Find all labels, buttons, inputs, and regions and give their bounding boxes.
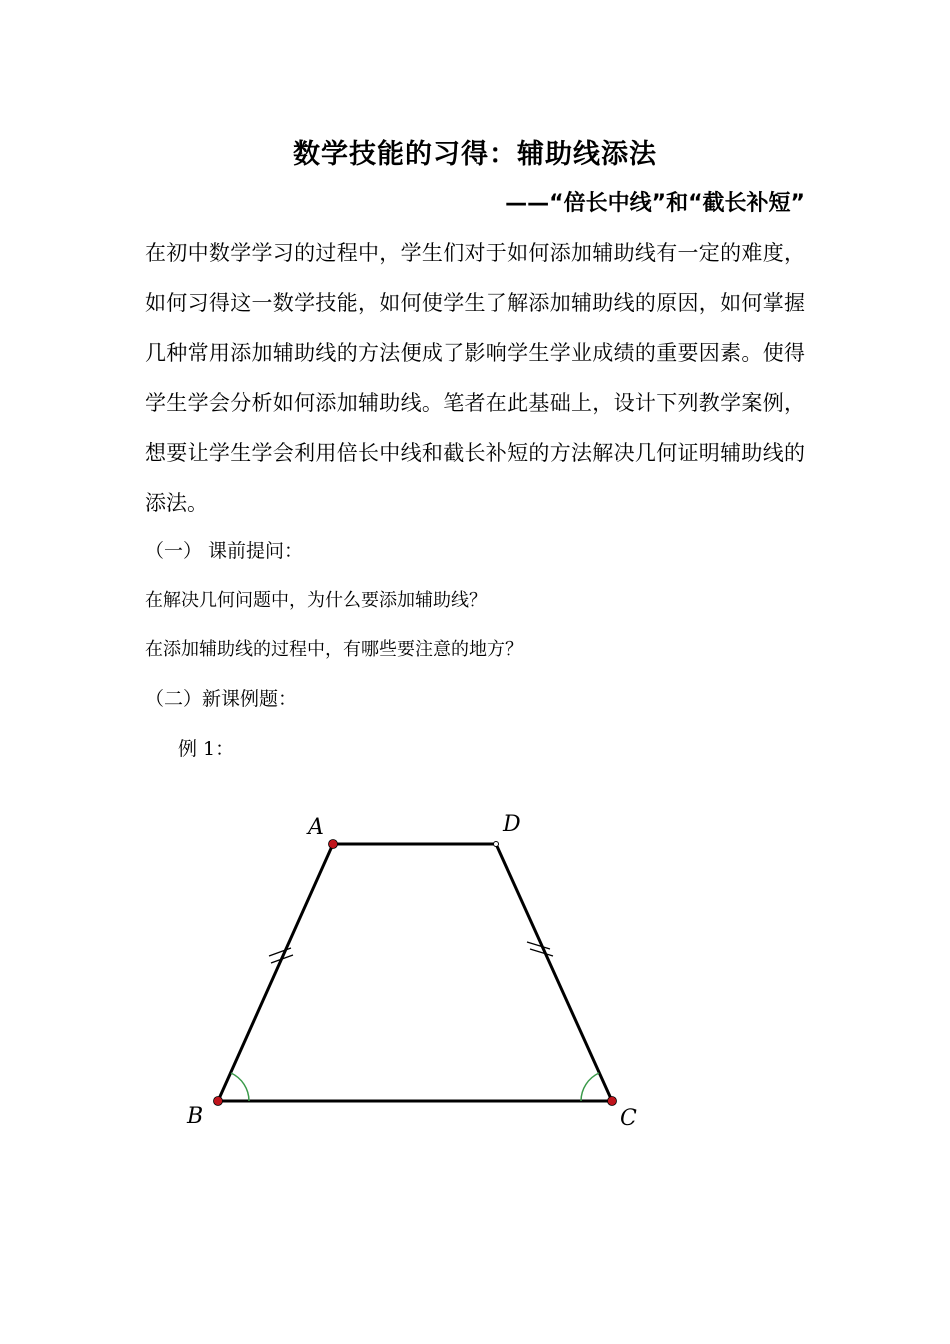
document-title: 数学技能的习得：辅助线添法 [293, 139, 657, 170]
angle-arc-b [231, 1073, 249, 1101]
label-a: A [308, 815, 324, 840]
point-a [329, 840, 338, 849]
angle-arc-c [581, 1073, 599, 1101]
label-c: C [620, 1106, 637, 1131]
point-d [494, 842, 499, 847]
question-2: 在添加辅助线的过程中，有哪些要注意的地方？ [145, 639, 523, 660]
label-b: B [187, 1104, 204, 1129]
example-1-label: 例 1： [178, 738, 235, 760]
section-heading-pre-class-questions: （一） 课前提问： [145, 540, 304, 562]
point-c [608, 1097, 617, 1106]
intro-paragraph: 在初中数学学习的过程中，学生们对于如何添加辅助线有一定的难度，如何习得这一数学技能，如何使学生了解添加辅助线的原因，如何掌握几种常用添加辅助线的方法便成了影响学生学业成绩的重要因素。使得学生学会分析如何添加辅助线。笔者在此基础上，设计下列教学案例，想要让学生学会利用倍长中线和截长补短的方法解决几何证明辅助线的添法。 [145, 241, 805, 515]
trapezoid-figure [160, 800, 680, 1150]
segment-ab [218, 844, 333, 1101]
segment-dc [496, 844, 612, 1101]
document-subtitle: ——“倍长中线”和“截长补短” [505, 191, 805, 216]
label-d: D [503, 812, 521, 837]
point-b [214, 1097, 223, 1106]
question-1: 在解决几何问题中，为什么要添加辅助线？ [145, 590, 487, 611]
section-heading-new-examples: （二）新课例题： [145, 688, 298, 710]
